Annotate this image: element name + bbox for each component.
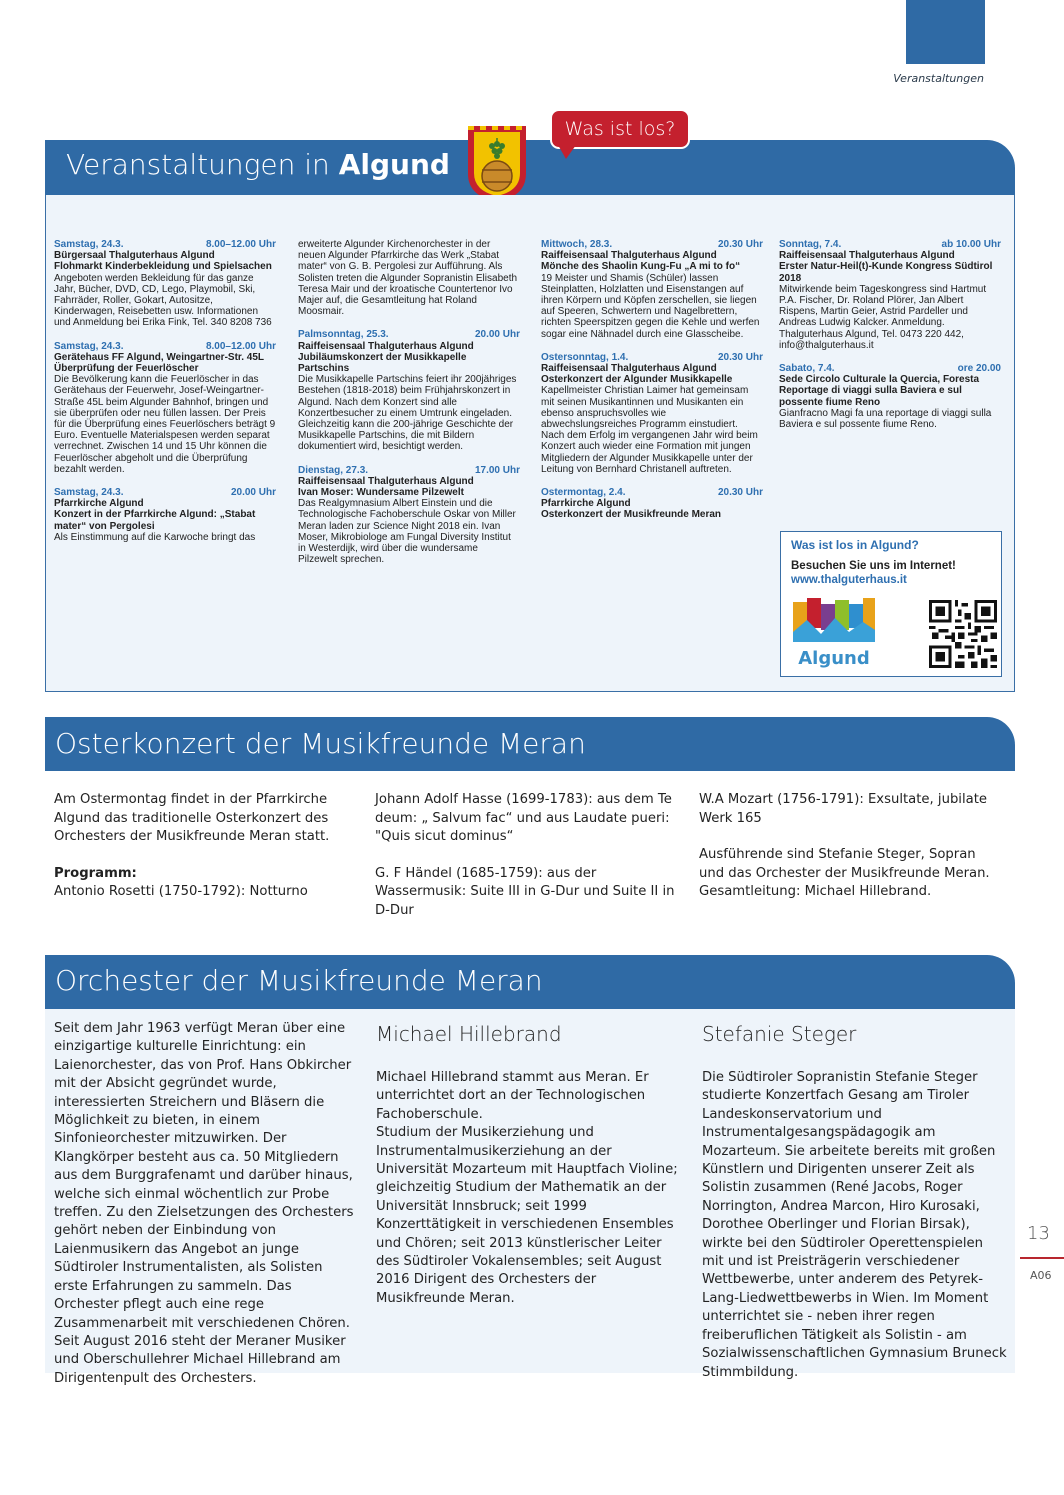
hillebrand-heading: Michael Hillebrand	[376, 1022, 562, 1046]
event-item	[298, 465, 520, 566]
osterkonzert-intro: Am Ostermontag findet in der Pfarrkirche Algund das traditionelle Osterkonzert des Orchesters der Musikfreunde Meran statt.	[54, 792, 330, 844]
event-title: Mönche des Shaolin Kung-Fu „A mi to fo“	[541, 261, 741, 273]
event-venue: Bürgersaal Thalguterhaus Algund	[54, 250, 215, 262]
events-column-3	[541, 239, 763, 533]
section-label: Veranstaltungen	[893, 72, 984, 85]
programm-item: Johann Adolf Hasse (1699-1783): aus dem Te deum: „ Salvum fac“ und aus Laudate pueri: "Quis sicut dominus“	[375, 792, 672, 844]
event-description: Angeboten werden Bekleidung für das ganze Jahr, Bücher, DVD, CD, Lego, Playmobil, Ski, Fahrräder, Roller, Gokart, Autositze, Kinderwagen, Reisebetten usw. Informationen und Anmeldung bei Erika Fink, Tel. 340 8208 736	[54, 272, 272, 329]
event-venue: Raiffeisensaal Thalguterhaus Algund	[541, 363, 717, 375]
orchester-title: Orchester der Musikfreunde Meran	[55, 964, 543, 997]
event-date: Mittwoch, 28.3.	[541, 239, 613, 250]
event-item	[779, 239, 1001, 351]
event-title: Erster Natur-Heil(t)-Kunde Kongress Südtirol 2018	[779, 261, 993, 284]
event-description: erweiterte Algunder Kirchenorchester in der neuen Algunder Pfarrkirche das Werk „Stabat mater“ von G. B. Pergolesi zur Aufführung. Als Solisten treten die Algunder Sopranistin Elisabeth Teresa Mair und der kroatische Countertenor Ivo Majer auf, die Gesamtleitung hat Roland Moosmair.	[298, 239, 518, 318]
programm-item: G. F Händel (1685-1759): aus der Wassermusik: Suite III in G-Dur und Suite II in D-Dur	[375, 865, 675, 918]
osterkonzert-title: Osterkonzert der Musikfreunde Meran	[55, 727, 586, 760]
orchester-history-text: Seit dem Jahr 1963 verfügt Meran über eine einzigartige kulturelle Einrichtung: ein Laienorchester, das von Prof. Hans Obkircher mit der Absicht gegründet wurde, interessierten Streichern und Bläsern die Möglichkeit zu bieten, in einem Sinfonieorchester mitzuwirken. Der Klangkörper besteht aus ca. 50 Mitgliedern aus dem Burggrafenamt und darüber hinaus, welche sich einmal wöchentlich zur Probe treffen. Zu den Zielsetzungen des Orchesters gehört neben der Einbindung von Laienmusikern das Angebot an junge Südtiroler Instrumentalisten, als Solisten erste Erfahrungen zu sammeln. Das Orchester pflegt auch eine rege Zusammenarbeit mit verschiedenen Chören. Seit August 2016 steht der Meraner Musiker und Oberschullehrer Michael Hillebrand am Dirigentenpult des Orchesters.	[54, 1021, 354, 1386]
website-box-invite: Besuchen Sie uns im Internet!	[791, 560, 956, 572]
event-description: Die Bevölkerung kann die Feuerlöscher in das Gerätehaus der Feuerwehr, Josef-Weingartner-Straße 45L beim Algunder Bahnhof, bringen und sie überprüfen oder neu füllen lassen. Der Preis für die Überprüfung eines Feuerlöschers beträgt 9 Euro. Eventuelle Materialspesen werden separat verrechnet. Zwischen 14 und 15 Uhr können die Feuerlöscher abgeholt und die Überprüfung bezahlt werden.	[54, 374, 276, 475]
hillebrand-bio: Studium der Musikerziehung und Instrumentalmusikerziehung an der Universität Mozarteum mit Hauptfach Violine; gleichzeitig Studium der Mathematik an der Universität Innsbruck; seit 1999 Konzerttätigkeit in verschiedenen Ensembles und Chören; seit 2013 künstlerischer Leiter des Südtiroler Vokalensembles; seit August 2016 Dirigent des Orchesters der Musikfreunde Meran.	[376, 1125, 678, 1306]
event-venue: Raiffeisensaal Thalguterhaus Algund	[298, 475, 474, 487]
event-title: Flohmarkt Kinderbekleidung und Spielsachen	[54, 261, 272, 273]
event-title: Jubiläumskonzert der Musikkapelle Partschins	[298, 351, 467, 375]
event-time: 20.30 Uhr	[717, 239, 763, 250]
event-time: 20.30 Uhr	[717, 487, 763, 499]
event-time: 20.00 Uhr	[230, 487, 276, 499]
event-time: 20.00 Uhr	[474, 329, 520, 341]
programm-item: W.A Mozart (1756-1791): Exsultate, jubilate Werk 165	[699, 792, 988, 826]
event-date: Samstag, 24.3.	[54, 239, 124, 250]
website-info-box	[780, 531, 1002, 677]
website-box-question: Was ist los in Algund?	[791, 538, 919, 552]
event-venue: Raiffeisensaal Thalguterhaus Algund	[541, 250, 717, 262]
event-time: 20.30 Uhr	[717, 351, 763, 363]
hillebrand-intro: Michael Hillebrand stammt aus Meran. Er unterrichtet dort an der Technologischen Fachoberschule.	[376, 1070, 649, 1122]
event-description: Die Musikkapelle Partschins feiert ihr 200jähriges Bestehen (1818-2018) beim Frühjahrskonzert in Algund. Nach dem Konzert sind alle Konzertbesucher zu einem Umtrunk eingeladen. Gleichzeitig kann die 200-jährige Geschichte der Musikkapelle Partschins, die mit Bildern dokumentiert wird, besichtigt werden.	[298, 374, 517, 453]
programm-item: Antonio Rosetti (1750-1792): Notturno	[54, 884, 308, 899]
event-title: Osterkonzert der Musikfreunde Meran	[541, 509, 722, 521]
event-item	[54, 239, 276, 329]
event-title: Konzert in der Pfarrkirche Algund: „Stabat mater“ von Pergolesi	[54, 509, 256, 532]
event-date: Ostermontag, 2.4.	[541, 487, 626, 499]
steger-heading: Stefanie Steger	[702, 1022, 857, 1046]
event-item	[298, 239, 520, 317]
orchester-column-3	[702, 1021, 1007, 1382]
events-column-1	[54, 239, 276, 555]
event-item	[54, 341, 276, 475]
orchester-column-1	[54, 1020, 359, 1388]
event-item	[298, 329, 520, 452]
event-description: Das Realgymnasium Albert Einstein und die Technologische Fachoberschule Oskar von Miller Meran laden zur Science Night 2018 ein. Ivan Moser, Mikrobiologe am Fungal Diversity Institut in Westerdijk, wird über die wundersame Pilzewelt sprechen.	[298, 498, 516, 566]
event-venue: Pfarrkirche Algund	[54, 498, 144, 510]
event-title: Reportage di viaggi sulla Baviera e sul possente fiume Reno	[779, 385, 962, 408]
event-item	[541, 487, 763, 521]
event-time: 8.00–12.00 Uhr	[205, 239, 276, 250]
osterkonzert-column-2	[375, 791, 680, 938]
event-description: 19 Meister und Shamis (Schüler) lassen Steinplatten, Holzlatten und Eisenstangen auf ihren Körpern und Köpfen zerschellen, sie liegen auf Speeren, Schwertern und Nagelbrettern, richten Speerspitzen gegen die Kehle und werfen sogar eine Nähnadel durch eine Glasscheibe.	[541, 272, 760, 340]
event-date: Sonntag, 7.4.	[779, 239, 842, 250]
event-item	[54, 487, 276, 543]
event-title: Überprüfung der Feuerlöscher	[54, 363, 199, 375]
orchester-column-2	[376, 1021, 686, 1308]
event-date: Dienstag, 27.3.	[298, 464, 369, 476]
event-venue: Raiffeisensaal Thalguterhaus Algund	[779, 250, 955, 262]
event-description: Mitwirkende beim Tageskongress sind Hartmut P.A. Fischer, Dr. Roland Plörer, Jan Albert Rispens, Martin Geier, Astrid Pardeller und Andreas Ludwig Kalcker. Anmeldung. Thalguterhaus Algund, Tel. 0473 220 442, info@thalguterhaus.it	[779, 283, 987, 351]
page-code: A06	[1030, 1269, 1052, 1282]
page-number: 13	[1027, 1223, 1050, 1244]
steger-bio: Die Südtiroler Sopranistin Stefanie Steger studierte Konzertfach Gesang am Tiroler Landeskonservatorium und Instrumentalgesangspädagogik am Mozarteum. Sie arbeitete bereits mit großen Künstlern und Dirigenten unserer Zeit als Solistin zusammen (René Jacobs, Roger Norrington, Andrea Marcon, Hiro Kurosaki, Dorothee Oberlinger und Florian Birsak), wirkte bei den Südtiroler Operettenspielen mit und ist Preisträgerin verschiedener Wettbewerbe, unter anderem des Petyrek-Lang-Liedwettbewerbs in Wien. Im Moment unterrichtet sie - neben ihrer regen freiberuflichen Tätigkeit als Solistin - am Sozialwissenschaftlichen Gymnasium Bruneck Stimmbildung.	[702, 1070, 1007, 1380]
events-column-4	[779, 239, 1001, 442]
logo-text: Algund	[798, 648, 870, 669]
event-venue: Pfarrkirche Algund	[541, 498, 631, 510]
event-description: Als Einstimmung auf die Karwoche bringt das	[54, 531, 256, 543]
event-description: Kapellmeister Christian Laimer hat gemeinsam mit seinen Musikantinnen und Musikanten ein ebenso anspruchsvolles wie abwechslungsreiches Programm einstudiert. Nach dem Erfolg im vergangenen Jahr wird beim Konzert auch wieder eine Formation mit jungen Mitgliedern der Algunder Musikkapelle unter der Leitung von Bernhard Christanell auftreten.	[541, 385, 758, 475]
bubble-tail	[558, 145, 576, 159]
event-item	[541, 239, 763, 340]
osterkonzert-column-1	[54, 791, 354, 902]
page-tab-marker	[906, 0, 985, 64]
qr-code-icon	[929, 600, 997, 668]
event-date: Palmsonntag, 25.3.	[298, 329, 389, 341]
event-venue: Gerätehaus FF Algund, Weingartner-Str. 45L	[54, 351, 265, 363]
event-date: Samstag, 24.3.	[54, 340, 124, 352]
programm-heading: Programm:	[54, 865, 137, 881]
event-description: Gianfracno Magi fa una reportage di viaggi sulla Baviera e sul possente fiume Reno.	[779, 407, 992, 431]
algund-crest-icon	[466, 124, 528, 204]
osterkonzert-column-3	[699, 791, 1004, 920]
page-number-rule	[1020, 1257, 1064, 1259]
event-title: Ivan Moser: Wundersame Pilzewelt	[298, 487, 464, 499]
event-title: Osterkonzert der Algunder Musikkapelle	[541, 374, 733, 386]
event-item	[541, 352, 763, 475]
event-venue: Raiffeisensaal Thalguterhaus Algund	[298, 340, 474, 352]
was-ist-los-bubble: Was ist los?	[550, 109, 690, 149]
events-column-2	[298, 239, 520, 577]
algund-logo-icon	[791, 598, 877, 670]
event-date: Samstag, 24.3.	[54, 487, 124, 499]
event-date: Sabato, 7.4.	[779, 363, 835, 375]
event-time: 8.00–12.00 Uhr	[205, 340, 276, 352]
events-title: Veranstaltungen in Algund	[66, 148, 450, 181]
event-venue: Sede Circolo Culturale la Quercia, Foresta	[779, 374, 980, 386]
performers-text: Ausführende sind Stefanie Steger, Sopran und das Orchester der Musikfreunde Meran. Gesamtleitung: Michael Hillebrand.	[699, 847, 990, 899]
event-time: ab 10.00 Uhr	[941, 239, 1001, 250]
website-link[interactable]: www.thalguterhaus.it	[791, 574, 907, 586]
event-time: 17.00 Uhr	[474, 464, 520, 476]
event-date: Ostersonntag, 1.4.	[541, 351, 629, 363]
event-item	[779, 363, 1001, 430]
event-time: ore 20.00	[957, 363, 1001, 375]
